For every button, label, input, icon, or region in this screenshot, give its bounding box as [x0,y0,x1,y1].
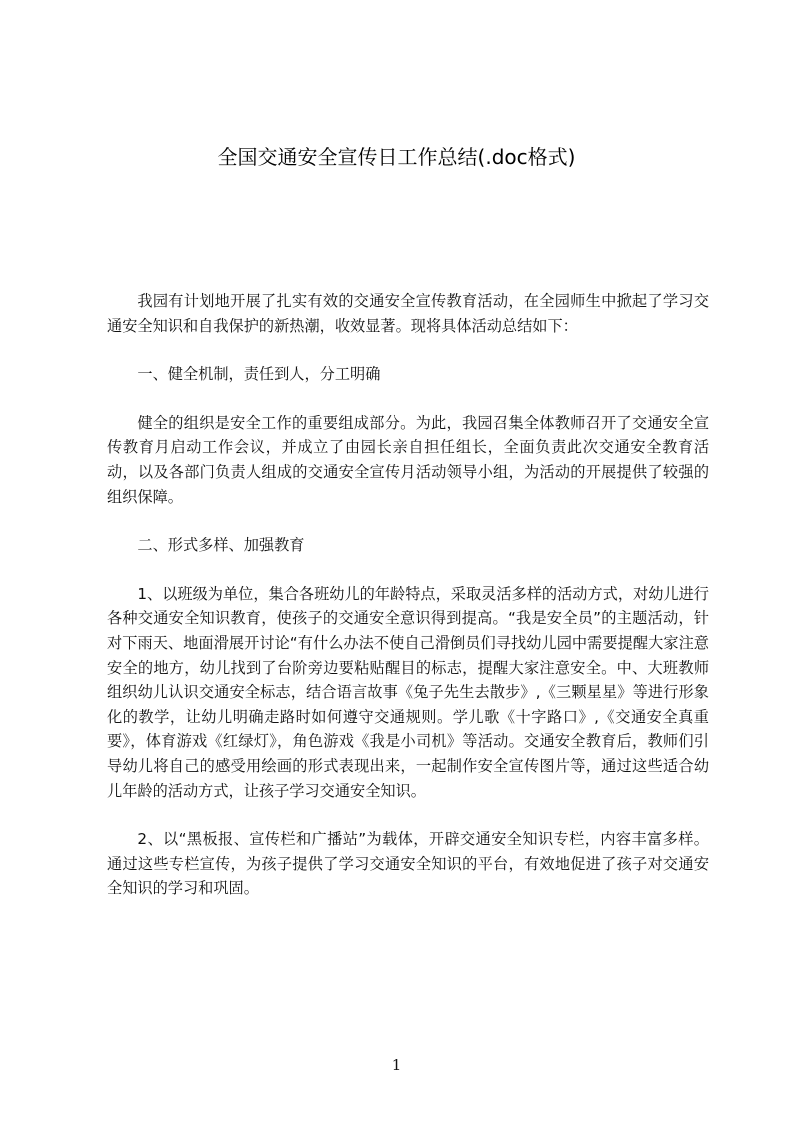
section-2-item-2-paragraph: 2、以“黑板报、宣传栏和广播站”为载体，开辟交通安全知识专栏，内容丰富多样。通过这些专栏宣传，为孩子提供了学习交通安全知识的平台，有效地促进了孩子对交通安全知识的学习和巩固。 [107,830,709,898]
document-body [107,289,709,901]
section-heading-1: 一、健全机制，责任到人，分工明确 [137,365,381,384]
document-title: 全国交通安全宣传日工作总结(.doc格式) [217,145,576,169]
section-1-paragraph: 健全的组织是安全工作的重要组成部分。为此，我园召集全体教师召开了交通安全宣传教育月启动工作会议，并成立了由园长亲自担任组长，全面负责此次交通安全教育活动，以及各部门负责人组成的交通安全宣传月活动领导小组，为活动的开展提供了较强的组织保障。 [107,413,709,506]
section-2-item-1-paragraph: 1、以班级为单位，集合各班幼儿的年龄特点，采取灵活多样的活动方式，对幼儿进行各种交通安全知识教育，使孩子的交通安全意识得到提高。“我是安全员”的主题活动，针对下雨天、地面滑展开讨论“有什么办法不使自己滑倒员们寻找幼儿园中需要提醒大家注意安全的地方，幼儿找到了台阶旁边要粘贴醒目的标志，提醒大家注意安全。中、大班教师组织幼儿认识交通安全标志，结合语言故事《兔子先生去散步》,《三颗星星》等进行形象化的教学，让幼儿明确走路时如何遵守交通规则。学儿歌《十字路口》,《交通安全真重要》，体育游戏《红绿灯》，角色游戏《我是小司机》等活动。交通安全教育后，教师们引导幼儿将自己的感受用绘画的形式表现出来，一起制作安全宣传图片等，通过这些适合幼儿年龄的活动方式，让孩子学习交通安全知识。 [107,584,709,800]
page-number: 1 [391,1056,402,1074]
intro-paragraph: 我园有计划地开展了扎实有效的交通安全宣传教育活动，在全园师生中掀起了学习交通安全知识和自我保护的新热潮，收效显著。现将具体活动总结如下： [107,292,709,335]
section-heading-2: 二、形式多样、加强教育 [137,536,305,555]
